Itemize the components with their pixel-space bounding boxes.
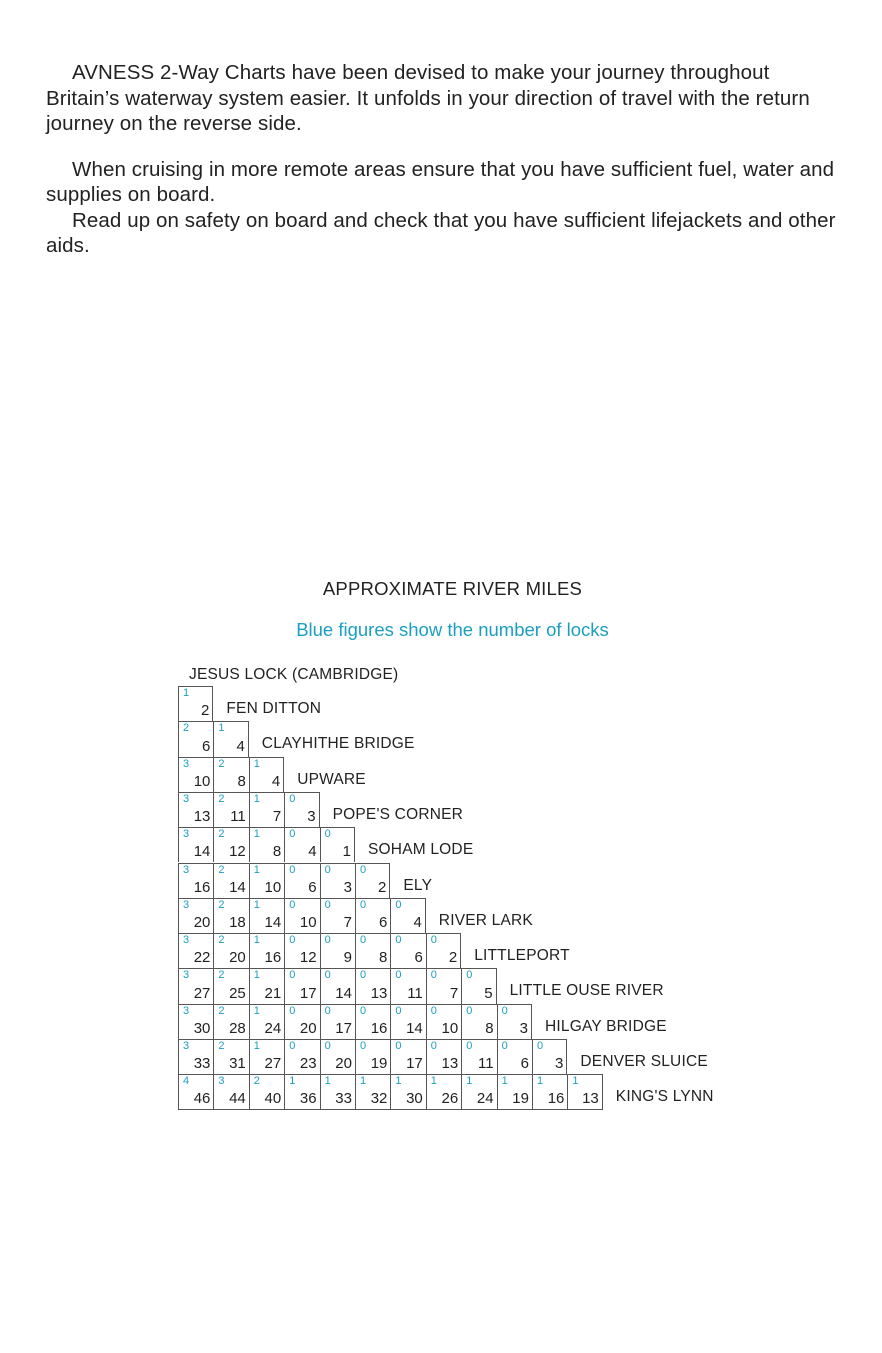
- lock-count: 3: [183, 863, 190, 876]
- table-cell: [284, 863, 319, 898]
- mileage-value: 2: [201, 702, 210, 720]
- place-label: LITTLEPORT: [474, 947, 570, 965]
- mileage-value: 33: [335, 1089, 352, 1107]
- chart-title: APPROXIMATE RIVER MILES: [322, 578, 583, 599]
- lock-count: 0: [289, 1004, 296, 1017]
- lock-count: 0: [360, 969, 367, 982]
- intro-text: [46, 60, 846, 259]
- mileage-value: 24: [264, 1019, 282, 1037]
- mileage-value: 8: [237, 772, 246, 790]
- mileage-value: 27: [193, 984, 211, 1002]
- mileage-value: 11: [478, 1055, 494, 1073]
- table-cell: [355, 1004, 390, 1039]
- lock-count: 1: [253, 934, 260, 947]
- mileage-value: 10: [264, 878, 282, 896]
- intro-paragraph-1: AVNESS 2-Way Charts have been devised to make your journey throughout Britain’s waterway system easier. It unfolds in your direction of travel with the return journey on the reverse side.: [46, 61, 810, 135]
- intro-paragraph-2: When cruising in more remote areas ensure that you have sufficient fuel, water and supplies on board.: [46, 157, 835, 206]
- table-cell: [249, 1039, 284, 1074]
- table-cell: [284, 1039, 319, 1074]
- lock-count: 0: [537, 1040, 544, 1052]
- mileage-value: 14: [335, 984, 352, 1002]
- table-cell: [320, 933, 355, 968]
- lock-count: 1: [501, 1075, 508, 1088]
- mileage-value: 7: [449, 984, 459, 1002]
- table-cell: [284, 827, 319, 862]
- mileage-value: 16: [264, 949, 282, 967]
- mileage-value: 13: [441, 1055, 459, 1073]
- lock-count: 0: [289, 863, 296, 876]
- lock-count: 1: [360, 1075, 367, 1088]
- mileage-value: 31: [229, 1055, 246, 1073]
- table-cell: [284, 898, 319, 933]
- table-cell: [284, 1004, 319, 1039]
- table-cell: [178, 1039, 213, 1074]
- table-cell: [355, 898, 390, 933]
- table-cell: [426, 1039, 461, 1074]
- lock-count: 1: [395, 1075, 402, 1088]
- table-cell: [320, 1004, 355, 1039]
- lock-count: 0: [501, 1040, 508, 1052]
- mileage-value: 8: [272, 843, 282, 861]
- table-cell: [249, 863, 284, 898]
- table-cell: [213, 757, 248, 792]
- mileage-value: 36: [299, 1089, 317, 1107]
- lock-count: 0: [395, 969, 402, 982]
- mileage-value: 16: [370, 1019, 388, 1037]
- table-cell: [426, 968, 461, 1003]
- mileage-value: 20: [335, 1055, 352, 1073]
- mileage-value: 9: [343, 949, 352, 967]
- lock-count: 2: [218, 828, 225, 841]
- table-cell: [249, 968, 284, 1003]
- mileage-value: 30: [406, 1089, 423, 1107]
- lock-count: 1: [218, 722, 225, 735]
- table-cell: [390, 933, 425, 968]
- lock-count: 0: [324, 1004, 331, 1017]
- table-cell: [390, 1004, 425, 1039]
- lock-count: 1: [430, 1075, 437, 1088]
- lock-count: 2: [218, 863, 225, 876]
- table-cell: [426, 933, 461, 968]
- mileage-value: 32: [370, 1089, 388, 1107]
- mileage-value: 2: [378, 878, 387, 896]
- table-cell: [249, 757, 284, 792]
- mileage-value: 14: [229, 878, 246, 896]
- mileage-value: 13: [370, 984, 388, 1002]
- mileage-value: 6: [379, 914, 388, 932]
- lock-count: 0: [289, 934, 296, 947]
- place-label: SOHAM LODE: [368, 841, 474, 859]
- lock-count: 3: [183, 828, 190, 841]
- mileage-value: 8: [379, 949, 388, 967]
- lock-count: 2: [218, 898, 225, 911]
- table-cell: [178, 898, 213, 933]
- mileage-value: 6: [414, 949, 423, 967]
- mileage-value: 2: [448, 949, 458, 967]
- table-cell: [426, 1004, 461, 1039]
- mileage-value: 20: [299, 1019, 317, 1037]
- lock-count: 0: [360, 934, 367, 947]
- mileage-value: 14: [193, 843, 211, 861]
- lock-count: 1: [183, 687, 190, 699]
- lock-count: 0: [289, 969, 296, 982]
- table-cell: [497, 1074, 532, 1109]
- table-cell: [213, 1039, 248, 1074]
- lock-count: 0: [360, 863, 367, 876]
- mileage-value: 4: [236, 737, 245, 755]
- lock-count: 0: [430, 1004, 437, 1017]
- table-cell: [497, 1004, 532, 1039]
- lock-count: 3: [183, 969, 190, 982]
- place-label: FEN DITTON: [226, 700, 322, 717]
- lock-count: 0: [360, 1040, 367, 1052]
- table-cell: [249, 1074, 284, 1109]
- lock-count: 3: [183, 1040, 190, 1052]
- lock-count: 0: [324, 934, 331, 947]
- intro-paragraph-3: Read up on safety on board and check that you have sufficient lifejackets and other aids.: [46, 208, 836, 257]
- chart-subtitle: Blue figures show the number of locks: [296, 619, 609, 640]
- mileage-value: 13: [193, 808, 211, 826]
- lock-count: 1: [253, 863, 260, 876]
- mileage-value: 17: [406, 1055, 423, 1073]
- table-cell: [426, 1074, 461, 1109]
- lock-count: 0: [324, 898, 331, 911]
- lock-count: 0: [289, 898, 296, 911]
- mileage-value: 17: [335, 1019, 352, 1037]
- table-cell: [320, 863, 355, 898]
- lock-count: 1: [324, 1075, 331, 1088]
- mileage-value: 6: [202, 737, 211, 755]
- place-label: CLAYHITHE BRIDGE: [261, 735, 415, 753]
- lock-count: 2: [218, 969, 225, 982]
- table-cell: [284, 968, 319, 1003]
- table-cell: [284, 792, 319, 827]
- place-label: POPE'S CORNER: [332, 805, 464, 823]
- mileage-value: 33: [193, 1055, 211, 1073]
- mileage-value: 19: [370, 1055, 388, 1073]
- lock-count: 2: [183, 722, 190, 735]
- lock-count: 0: [430, 1040, 437, 1052]
- lock-count: 0: [395, 1040, 402, 1052]
- lock-count: 2: [253, 1075, 260, 1088]
- lock-count: 0: [360, 1004, 367, 1017]
- lock-count: 3: [218, 1075, 225, 1088]
- table-cell: [249, 827, 284, 862]
- table-cell: [178, 792, 213, 827]
- lock-count: 0: [466, 1040, 473, 1052]
- table-cell: [390, 898, 425, 933]
- lock-count: 4: [183, 1075, 190, 1088]
- mileage-value: 7: [343, 914, 352, 932]
- table-cell: [461, 1074, 496, 1109]
- place-label: UPWARE: [297, 770, 366, 788]
- table-cell: [567, 1074, 602, 1109]
- mileage-value: 16: [193, 878, 211, 896]
- mileage-value: 12: [299, 949, 317, 967]
- mileage-value: 17: [299, 984, 317, 1002]
- lock-count: 0: [430, 969, 437, 982]
- lock-count: 1: [466, 1075, 473, 1088]
- table-cell: [284, 1074, 319, 1109]
- mileage-value: 3: [307, 808, 316, 826]
- lock-count: 2: [218, 1040, 225, 1052]
- mileage-value: 22: [193, 949, 211, 967]
- mileage-value: 10: [299, 914, 317, 932]
- table-cell: [178, 721, 213, 756]
- table-cell: [178, 863, 213, 898]
- table-cell: [178, 686, 213, 721]
- table-cell: [213, 933, 248, 968]
- table-cell: [461, 1039, 496, 1074]
- table-cell: [213, 863, 248, 898]
- lock-count: 3: [183, 934, 190, 947]
- table-cell: [178, 757, 213, 792]
- table-cell: [284, 933, 319, 968]
- mileage-value: 24: [476, 1089, 494, 1107]
- table-cell: [355, 1074, 390, 1109]
- mileage-value: 23: [299, 1055, 317, 1073]
- lock-count: 1: [253, 792, 260, 805]
- mileage-value: 13: [582, 1089, 599, 1107]
- mileage-value: 21: [264, 984, 282, 1002]
- table-cell: [249, 1004, 284, 1039]
- mileage-value: 14: [264, 914, 282, 932]
- mileage-value: 3: [343, 878, 352, 896]
- table-cell: [390, 1074, 425, 1109]
- table-cell: [213, 721, 248, 756]
- table-cell: [213, 1074, 248, 1109]
- lock-count: 0: [324, 1040, 331, 1052]
- table-cell: [355, 1039, 390, 1074]
- mileage-value: 4: [413, 914, 422, 932]
- table-cell: [178, 1004, 213, 1039]
- table-cell: [390, 1039, 425, 1074]
- table-cell: [213, 1004, 248, 1039]
- table-cell: [178, 827, 213, 862]
- lock-count: 2: [218, 792, 225, 805]
- table-cell: [249, 792, 284, 827]
- table-cell: [320, 1039, 355, 1074]
- lock-count: 2: [218, 1004, 225, 1017]
- mileage-value: 20: [193, 914, 211, 932]
- mileage-value: 46: [193, 1089, 211, 1107]
- lock-count: 0: [466, 969, 473, 982]
- place-label: ELY: [403, 876, 433, 894]
- lock-count: 1: [289, 1075, 296, 1088]
- lock-count: 0: [324, 863, 331, 876]
- table-cell: [178, 968, 213, 1003]
- lock-count: 1: [572, 1075, 579, 1088]
- place-label: RIVER LARK: [438, 911, 533, 929]
- mileage-value: 1: [342, 843, 351, 861]
- mileage-value: 26: [441, 1089, 459, 1107]
- lock-count: 0: [501, 1004, 508, 1017]
- table-cell: [355, 968, 390, 1003]
- mileage-value: 11: [407, 984, 423, 1002]
- lock-count: 0: [289, 792, 296, 805]
- mileage-value: 11: [230, 808, 246, 826]
- lock-count: 3: [183, 757, 190, 770]
- table-cell: [320, 827, 355, 862]
- mileage-value: 10: [441, 1019, 459, 1037]
- table-cell: [355, 933, 390, 968]
- mileage-value: 44: [229, 1089, 246, 1107]
- table-cell: [249, 933, 284, 968]
- table-cell: [213, 898, 248, 933]
- table-cell: [390, 968, 425, 1003]
- lock-count: 0: [395, 898, 402, 911]
- lock-count: 0: [430, 934, 437, 947]
- mileage-value: 6: [308, 878, 317, 896]
- place-label: KING'S LYNN: [615, 1088, 714, 1106]
- lock-count: 3: [183, 792, 190, 805]
- mileage-value: 5: [484, 984, 493, 1002]
- lock-count: 0: [395, 1004, 402, 1017]
- lock-count: 0: [324, 828, 331, 841]
- table-cell: [320, 898, 355, 933]
- table-cell: [532, 1039, 567, 1074]
- table-cell: [249, 898, 284, 933]
- table-cell: [532, 1074, 567, 1109]
- mileage-value: 18: [229, 914, 246, 932]
- table-cell: [178, 1074, 213, 1109]
- place-label: HILGAY BRIDGE: [545, 1017, 667, 1035]
- mileage-value: 6: [520, 1055, 529, 1073]
- lock-count: 2: [218, 757, 225, 770]
- mileage-value: 4: [308, 843, 317, 861]
- table-cell: [213, 968, 248, 1003]
- mileage-value: 27: [264, 1055, 282, 1073]
- mileage-value: 19: [512, 1089, 529, 1107]
- lock-count: 0: [395, 934, 402, 947]
- lock-count: 2: [218, 934, 225, 947]
- lock-count: 1: [253, 1040, 260, 1052]
- lock-count: 1: [253, 757, 260, 770]
- mileage-value: 28: [229, 1019, 246, 1037]
- table-cell: [355, 863, 390, 898]
- lock-count: 0: [360, 898, 367, 911]
- mileage-value: 40: [264, 1089, 282, 1107]
- lock-count: 1: [253, 828, 260, 841]
- table-cell: [461, 1004, 496, 1039]
- mileage-value: 7: [272, 808, 282, 826]
- lock-count: 0: [466, 1004, 473, 1017]
- lock-count: 0: [289, 828, 296, 841]
- table-cell: [178, 933, 213, 968]
- place-label: DENVER SLUICE: [580, 1053, 708, 1070]
- mileage-value: 25: [229, 984, 246, 1002]
- place-label: LITTLE OUSE RIVER: [509, 982, 664, 1000]
- table-cell: [320, 1074, 355, 1109]
- table-origin-label: JESUS LOCK (CAMBRIDGE): [189, 666, 399, 683]
- table-cell: [497, 1039, 532, 1074]
- mileage-value: 10: [193, 772, 211, 790]
- mileage-value: 3: [555, 1055, 564, 1073]
- mileage-value: 3: [519, 1019, 528, 1037]
- table-cell: [461, 968, 496, 1003]
- mileage-value: 4: [271, 772, 281, 790]
- table-cell: [320, 968, 355, 1003]
- mileage-value: 12: [229, 843, 246, 861]
- lock-count: 1: [253, 1004, 260, 1017]
- mileage-value: 14: [406, 1019, 423, 1037]
- lock-count: 3: [183, 898, 190, 911]
- lock-count: 1: [253, 969, 260, 982]
- lock-count: 3: [183, 1004, 190, 1017]
- lock-count: 0: [289, 1040, 296, 1052]
- table-cell: [213, 827, 248, 862]
- mileage-value: 8: [485, 1019, 494, 1037]
- mileage-value: 30: [193, 1019, 211, 1037]
- table-cell: [213, 792, 248, 827]
- lock-count: 1: [537, 1075, 544, 1088]
- lock-count: 1: [253, 898, 260, 911]
- mileage-value: 16: [547, 1089, 565, 1107]
- lock-count: 0: [324, 969, 331, 982]
- mileage-value: 20: [229, 949, 246, 967]
